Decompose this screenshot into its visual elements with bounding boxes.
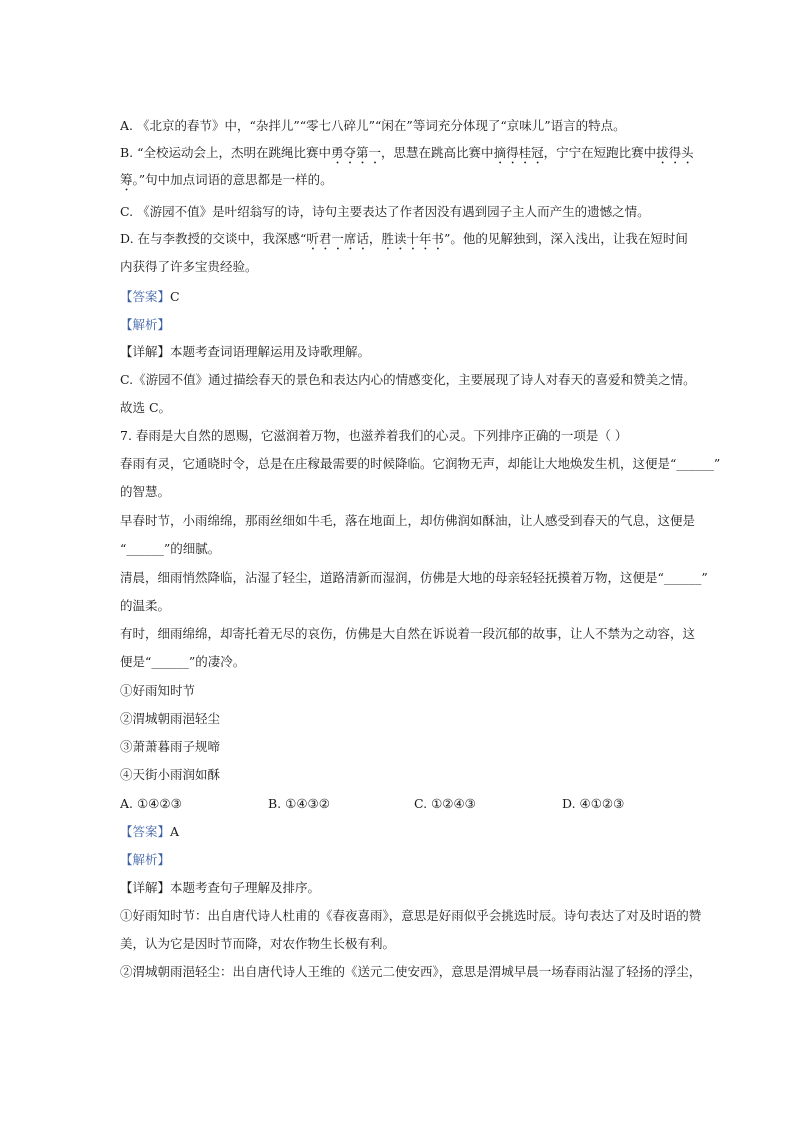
q6-option-c: C. 《游园不值》是叶绍翁写的诗，诗句主要表达了作者因没有遇到园子主人而产生的遗憾之情。 bbox=[120, 204, 650, 219]
q7-detail: 【详解】本题考查句子理解及排序。 bbox=[120, 880, 321, 895]
q7-paragraph-3b: 的温柔。 bbox=[120, 598, 171, 613]
q6-option-d-line1: D. 在与李教授的交谈中，我深感“听君一席话，胜读十年书”。他的见解独到，深入浅出，让我在短时间 bbox=[120, 231, 688, 246]
q6-option-a: A. 《北京的春节》中，“杂拌儿”“零七八碎儿”“闲在”等词充分体现了“京味儿”语言的特点。 bbox=[120, 118, 626, 133]
q7-paragraph-1b: 的智慧。 bbox=[120, 484, 171, 499]
q7-explanation-2a: ②渭城朝雨浥轻尘：出自唐代诗人王维的《送元二使安西》，意思是渭城早晨一场春雨沾湿了轻扬的浮尘， bbox=[120, 964, 702, 979]
q7-item: ③萧萧暮雨子规啼 bbox=[120, 739, 221, 754]
q7-paragraph-3a: 清晨，细雨悄然降临，沾湿了轻尘，道路清新而湿润，仿佛是大地的母亲轻轻抚摸着万物，这便是“______” bbox=[120, 570, 708, 585]
q6-answer bbox=[120, 289, 180, 305]
dotted-word: 勇夺第一 bbox=[331, 145, 382, 160]
q7-stem: 7. 春雨是大自然的恩赐，它滋润着万物，也滋养着我们的心灵。下列排序正确的一项是（ ） bbox=[120, 428, 628, 443]
answer-tag: 【答案】 bbox=[120, 824, 171, 839]
q6-option-b-line2: 筹。”句中加点词语的意思都是一样的。 bbox=[120, 172, 333, 187]
q6-option-b-line1: B. “全校运动会上，杰明在跳绳比赛中勇夺第一，思慧在跳高比赛中摘得桂冠，宁宁在短跑比赛中拔得头 bbox=[120, 145, 694, 160]
q6-conclusion: 故选 C。 bbox=[120, 400, 172, 415]
dotted-phrase: 听君一席话，胜读十年书 bbox=[306, 231, 444, 246]
q7-paragraph-2a: 早春时节，小雨绵绵，那雨丝细如牛毛，落在地面上，却仿佛润如酥油，让人感受到春天的气息，这便是 bbox=[120, 513, 696, 528]
detail-tag: 【详解】 bbox=[120, 344, 171, 359]
q7-choice-a: A. ①④②③ bbox=[120, 796, 182, 811]
q6-detail: 【详解】本题考查词语理解运用及诗歌理解。 bbox=[120, 344, 371, 359]
answer-value: C bbox=[170, 289, 180, 304]
dotted-word: 筹 bbox=[120, 172, 133, 187]
detail-tag: 【详解】 bbox=[120, 880, 171, 895]
q7-paragraph-1a: 春雨有灵，它通晓时令，总是在庄稼最需要的时候降临。它润物无声，却能让大地焕发生机，这便是“______” bbox=[120, 456, 721, 471]
answer-value: A bbox=[170, 824, 180, 839]
q7-choice-d: D. ④①②③ bbox=[562, 796, 625, 811]
q6-analysis-tag: 【解析】 bbox=[120, 317, 171, 332]
q7-paragraph-2b: “______”的细腻。 bbox=[120, 541, 221, 556]
q7-item: ②渭城朝雨浥轻尘 bbox=[120, 711, 221, 726]
dotted-word: 拔得头 bbox=[656, 145, 694, 160]
answer-tag: 【答案】 bbox=[120, 289, 171, 304]
q7-explanation-1a: ①好雨知时节：出自唐代诗人杜甫的《春夜喜雨》，意思是好雨似乎会挑选时辰。诗句表达了对及时语的赞 bbox=[120, 908, 702, 923]
q6-explanation: C.《游园不值》通过描绘春天的景色和表达内心的情感变化，主要展现了诗人对春天的喜爱和赞美之情。 bbox=[120, 372, 696, 387]
q7-paragraph-4a: 有时，细雨绵绵，却寄托着无尽的哀伤，仿佛是大自然在诉说着一段沉郁的故事，让人不禁为之动容，这 bbox=[120, 626, 696, 641]
q7-paragraph-4b: 便是“______”的凄冷。 bbox=[120, 654, 246, 669]
q7-item: ④天街小雨润如酥 bbox=[120, 767, 221, 782]
q7-choice-b: B. ①④③② bbox=[268, 796, 330, 811]
q7-analysis-tag: 【解析】 bbox=[120, 852, 171, 867]
q7-explanation-1b: 美，认为它是因时节而降，对农作物生长极有利。 bbox=[120, 936, 396, 951]
q7-answer bbox=[120, 824, 179, 840]
dotted-word: 摘得桂冠 bbox=[493, 145, 544, 160]
q6-option-d-line2: 内获得了许多宝贵经验。 bbox=[120, 259, 258, 274]
q7-item: ①好雨知时节 bbox=[120, 683, 196, 698]
q7-choice-c: C. ①②④③ bbox=[414, 796, 476, 811]
